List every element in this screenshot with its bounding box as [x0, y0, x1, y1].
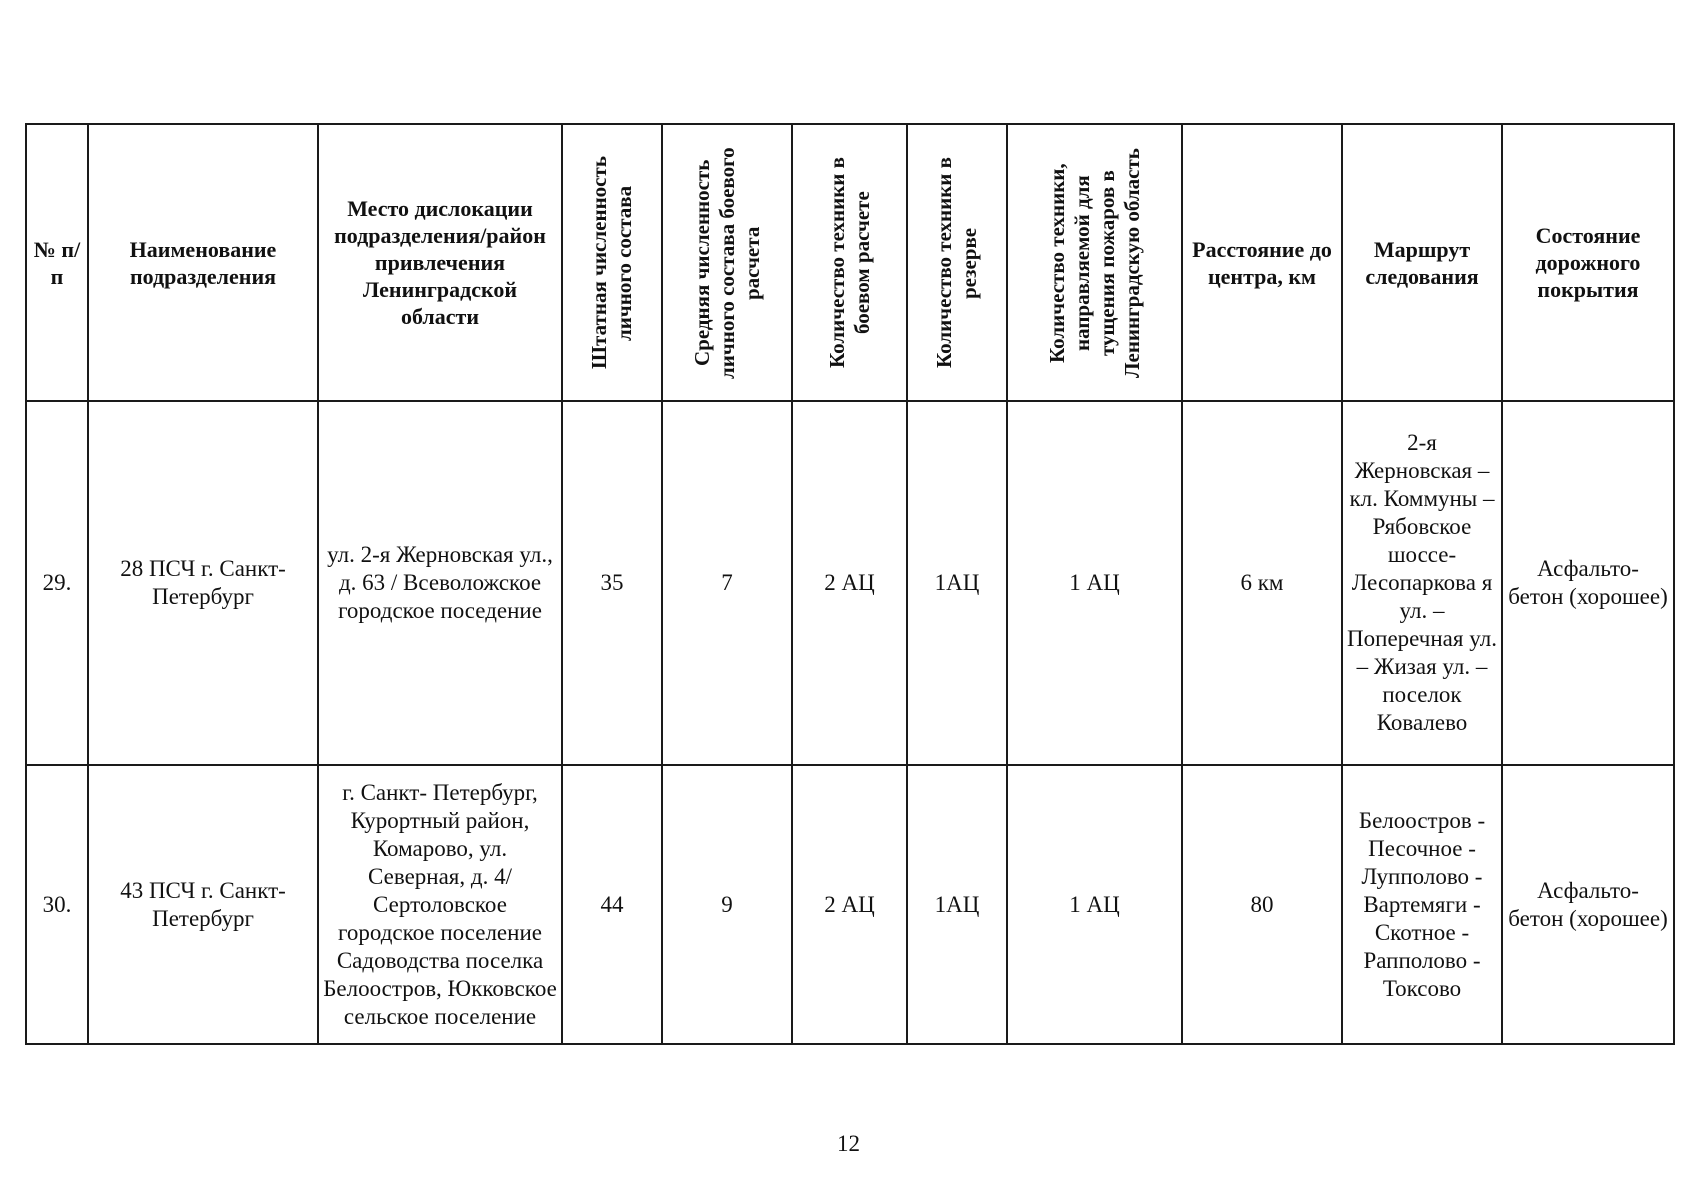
header-distance: Расстояние до центра, км [1182, 124, 1342, 401]
cell-tech-sent: 1 АЦ [1007, 401, 1182, 765]
cell-tech-reserve: 1АЦ [907, 401, 1007, 765]
header-tech-reserve [907, 124, 1007, 401]
cell-road: Асфальто- бетон (хорошее) [1502, 765, 1674, 1044]
cell-location: г. Санкт- Петербург, Курортный район, Комарово, ул. Северная, д. 4/ Сертоловское городское поселение Садоводства поселка Белоостров, Юкковское сельское поселение [318, 765, 562, 1044]
cell-road: Асфальто- бетон (хорошее) [1502, 401, 1674, 765]
cell-location: ул. 2-я Жерновская ул., д. 63 / Всеволожское городское поседение [318, 401, 562, 765]
page-number: 12 [837, 1131, 860, 1156]
header-num: № п/п [26, 124, 88, 401]
header-tech-sent-text: Количество техники, направляемой для тущения пожаров в Ленинградскую область [1044, 147, 1144, 378]
units-table [25, 123, 1675, 1045]
header-staff [562, 124, 662, 401]
cell-tech-sent: 1 АЦ [1007, 765, 1182, 1044]
header-tech-reserve-text: Количество техники в резерве [932, 157, 981, 368]
cell-num: 29. [26, 401, 88, 765]
cell-avg-staff: 7 [662, 401, 792, 765]
cell-distance: 6 км [1182, 401, 1342, 765]
header-avg-staff-text: Средняя численность личного состава боевого расчета [689, 146, 764, 379]
cell-staff: 44 [562, 765, 662, 1044]
cell-name: 43 ПСЧ г. Санкт- Петербург [88, 765, 318, 1044]
cell-name: 28 ПСЧ г. Санкт- Петербург [88, 401, 318, 765]
header-tech-combat-text: Количество техники в боевом расчете [824, 157, 874, 368]
header-staff-text: Штатная численность личного состава [587, 156, 636, 369]
header-tech-combat [792, 124, 907, 401]
header-tech-sent [1007, 124, 1182, 401]
header-row [26, 124, 1674, 401]
table-row [26, 401, 1674, 765]
cell-tech-combat: 2 АЦ [792, 401, 907, 765]
header-route: Маршрут следования [1342, 124, 1502, 401]
header-avg-staff [662, 124, 792, 401]
cell-tech-reserve: 1АЦ [907, 765, 1007, 1044]
header-location: Место дислокации подразделения/район привлечения Ленинградской области [318, 124, 562, 401]
table-row [26, 765, 1674, 1044]
cell-num: 30. [26, 765, 88, 1044]
cell-tech-combat: 2 АЦ [792, 765, 907, 1044]
cell-route: 2-я Жерновская –кл. Коммуны – Рябовское шоссе- Лесопаркова я ул. – Поперечная ул. – Жизая ул. – поселок Ковалево [1342, 401, 1502, 765]
header-road: Состояние дорожного покрытия [1502, 124, 1674, 401]
header-name: Наименование подразделения [88, 124, 318, 401]
cell-distance: 80 [1182, 765, 1342, 1044]
cell-staff: 35 [562, 401, 662, 765]
cell-avg-staff: 9 [662, 765, 792, 1044]
cell-route: Белоостров - Песочное - Лупполово - Вартемяги - Скотное - Рапполово - Токсово [1342, 765, 1502, 1044]
